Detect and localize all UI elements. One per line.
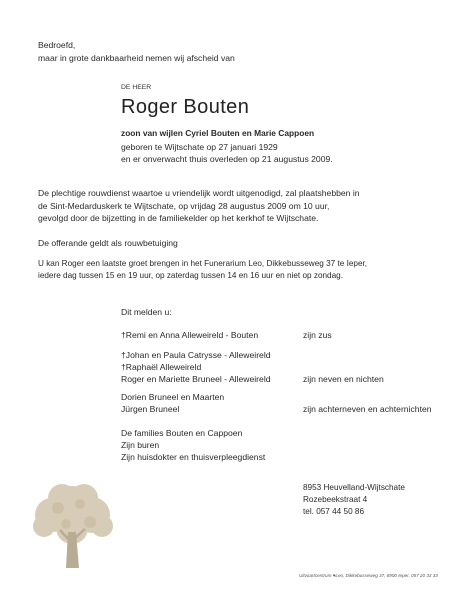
deceased-title: DE HEER xyxy=(121,84,152,91)
neighbours-line: Zijn buren xyxy=(121,440,160,450)
family-grandnephew-line-2: Jürgen Bruneel xyxy=(121,404,180,414)
family-grandnephew-line-1: Dorien Bruneel en Maarten xyxy=(121,392,225,402)
birth-line: geboren te Wijtschate op 27 januari 1929 xyxy=(121,142,278,152)
visit-line-2: iedere dag tussen 15 en 19 uur, op zaterdag tussen 14 en 16 uur en niet op zondag. xyxy=(38,271,343,280)
offerande-note: De offerande geldt als rouwbetuiging xyxy=(38,238,178,248)
families-line: De families Bouten en Cappoen xyxy=(121,428,243,438)
family-nephew-role: zijn neven en nichten xyxy=(303,374,384,384)
funeral-home-footer: Uitvaartcentrum ♥Leo, Dikkebusseweg 37, 8900 Ieper, 057 20 33 33 xyxy=(299,573,438,578)
family-nephew-line-1: †Johan en Paula Catrysse - Alleweireld xyxy=(121,350,271,360)
tree-icon xyxy=(22,480,122,575)
intro-line-2: maar in grote dankbaarheid nemen wij afscheid van xyxy=(38,53,235,63)
deceased-parents: zoon van wijlen Cyriel Bouten en Marie Cappoen xyxy=(121,128,315,138)
service-line-3: gevolgd door de bijzetting in de familiekelder op het kerkhof te Wijtschate. xyxy=(38,213,319,223)
address-street: Rozebeekstraat 4 xyxy=(303,495,368,504)
family-sister-line: †Remi en Anna Alleweireld - Bouten xyxy=(121,330,259,340)
doctor-line: Zijn huisdokter en thuisverpleegdienst xyxy=(121,452,266,462)
family-nephew-line-3: Roger en Mariette Bruneel - Alleweireld xyxy=(121,374,271,384)
family-sister-role: zijn zus xyxy=(303,330,332,340)
intro-line-1: Bedroefd, xyxy=(38,40,76,50)
death-line: en er onverwacht thuis overleden op 21 augustus 2009. xyxy=(121,154,333,164)
announce-label: Dit melden u: xyxy=(121,307,172,317)
address-city: 8953 Heuvelland-Wijtschate xyxy=(303,483,405,492)
deceased-name: Roger Bouten xyxy=(121,96,250,118)
visit-line-1: U kan Roger een laatste groet brengen in het Funerarium Leo, Dikkebusseweg 37 te Ieper, xyxy=(38,259,368,268)
family-grandnephew-role: zijn achterneven en achternichten xyxy=(303,404,432,414)
service-line-1: De plechtige rouwdienst waartoe u vriendelijk wordt uitgenodigd, zal plaatshebben in xyxy=(38,188,360,198)
family-nephew-line-2: †Raphaël Alleweireld xyxy=(121,362,202,372)
address-phone: tel. 057 44 50 86 xyxy=(303,507,365,516)
service-line-2: de Sint-Medarduskerk te Wijtschate, op vrijdag 28 augustus 2009 om 10 uur, xyxy=(38,201,330,211)
